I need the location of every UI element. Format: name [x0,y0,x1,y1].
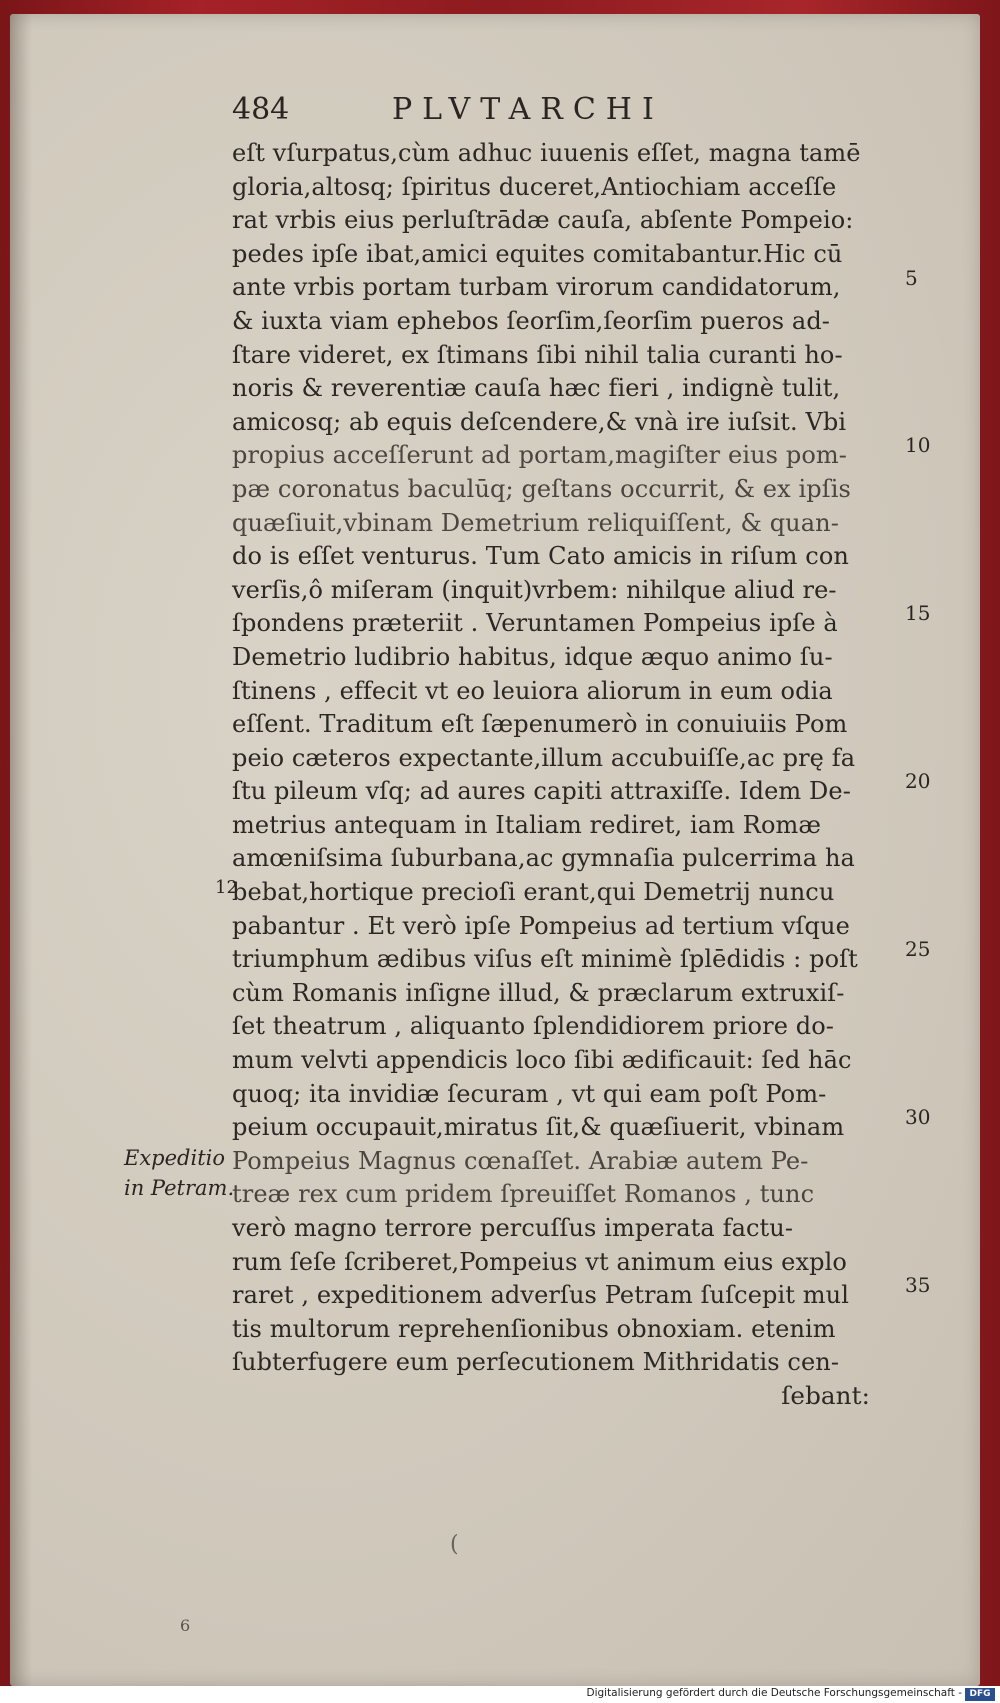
text-line: peium occupauit,miratus ſit,& quæſiuerit, vbinam [232,1112,845,1142]
text-line: & iuxta viam ephebos ſeorſim,ſeorſim pueros ad- [232,305,831,335]
spine-mark: 6 [180,1616,191,1635]
page-number: 484 [232,92,290,127]
text-line: do is eſſet venturus. Tum Cato amicis in riſum con [232,541,849,571]
line-number: 10 [905,433,931,457]
funding-notice: Digitalisierung gefördert durch die Deutsche Forschungsgemeinschaft - [586,1687,962,1699]
text-line: cùm Romanis inſigne illud, & præclarum extruxiſ- [232,977,845,1007]
text-line: ſtu pileum vſq; ad aures capiti attraxiſſe. Idem De- [232,776,851,806]
text-line: verſis,ô miſeram (inquit)vrbem: nihilque aliud re- [232,574,837,604]
text-line: noris & reverentiæ cauſa hæc fieri , indignè tulit, [232,373,841,403]
text-line: quoq; ita invidiæ ſecuram , vt qui eam poſt Pom- [232,1078,827,1108]
page-header [232,92,872,132]
text-line: amœniſsima ſuburbana,ac gymnaſia pulcerrima ha [232,843,855,873]
text-line: metrius antequam in Italiam rediret, iam Romæ [232,809,822,839]
text-line: pedes ipſe ibat,amici equites comitabantur.Hic cū [232,238,843,268]
main-text [232,136,892,1413]
side-note-line: Expeditio [124,1146,226,1170]
margin-number: 12 [215,877,238,898]
text-line: treæ rex cum pridem ſpreuiſſet Romanos , tunc [232,1179,815,1209]
text-line: tis multorum reprehenſionibus obnoxiam. etenim [232,1313,836,1343]
text-line: rat vrbis eius perluſtrādæ cauſa, abſente Pompeio: [232,205,854,235]
text-line: bebat,hortique precioſi erant,qui Demetrij nuncu [232,877,835,907]
text-line: ante vrbis portam turbam virorum candidatorum, [232,272,841,302]
line-number: 5 [905,266,918,290]
line-number: 30 [905,1105,931,1129]
text-line: ſpondens præteriit . Veruntamen Pompeius ipſe à [232,608,838,638]
dfg-logo: DFG [965,1688,995,1701]
text-line: Pompeius Magnus cœnaſſet. Arabiæ autem Pe- [232,1145,809,1175]
text-line: ſubterfugere eum perſecutionem Mithridatis cen- [232,1347,840,1377]
catchword-line: ſebant: [781,1380,870,1410]
text-line: eſſent. Traditum eſt ſæpenumerò in conuiuiis Pom [232,709,848,739]
text-line: peio cæteros expectante,illum accubuiſſe,ac prę fa [232,742,856,772]
text-line: ſtinens , effecit vt eo leuiora aliorum in eum odia [232,675,833,705]
line-number: 35 [905,1273,931,1297]
text-line: verò magno terrore percuſſus imperata factu- [232,1213,794,1242]
text-line: gloria,altosq; ſpiritus duceret,Antiochiam acceſſe [232,171,837,201]
text-line: pæ coronatus baculūq; geſtans occurrit, & ex ipſis [232,473,851,503]
text-line: propius acceſſerunt ad portam,magiſter eius pom- [232,440,847,470]
line-number: 20 [905,769,931,793]
text-line: ſtare videret, ex ſtimans ſibi nihil talia curanti ho- [232,339,843,369]
text-line: mum velvti appendicis loco ſibi ædificauit: ſed hāc [232,1045,852,1075]
line-number: 25 [905,937,931,961]
running-title: PLVTARCHI [392,92,664,127]
text-line: pabantur . Et verò ipſe Pompeius ad tertium vſque [232,910,850,940]
line-number: 15 [905,601,931,625]
stray-mark: ( [450,1532,459,1557]
side-note [124,1143,244,1203]
side-note-line: in Petram. [124,1176,235,1200]
text-line: raret , expeditionem adverſus Petram ſuſcepit mul [232,1280,850,1310]
text-line: amicosq; ab equis deſcendere,& vnà ire iuſsit. Vbi [232,406,847,436]
text-line: eſt vſurpatus,cùm adhuc iuuenis eſſet, magna tamē [232,138,861,167]
text-line: Demetrio ludibrio habitus, idque æquo animo ſu- [232,641,833,671]
text-line: rum ſeſe ſcriberet,Pompeius vt animum eius explo [232,1246,847,1276]
text-line: quæſiuit,vbinam Demetrium reliquiſſent, & quan- [232,507,839,537]
text-line: ſet theatrum , aliquanto ſplendidiorem priore do- [232,1011,835,1041]
text-line: triumphum ædibus viſus eſt minimè ſplēdidis : poſt [232,944,858,974]
